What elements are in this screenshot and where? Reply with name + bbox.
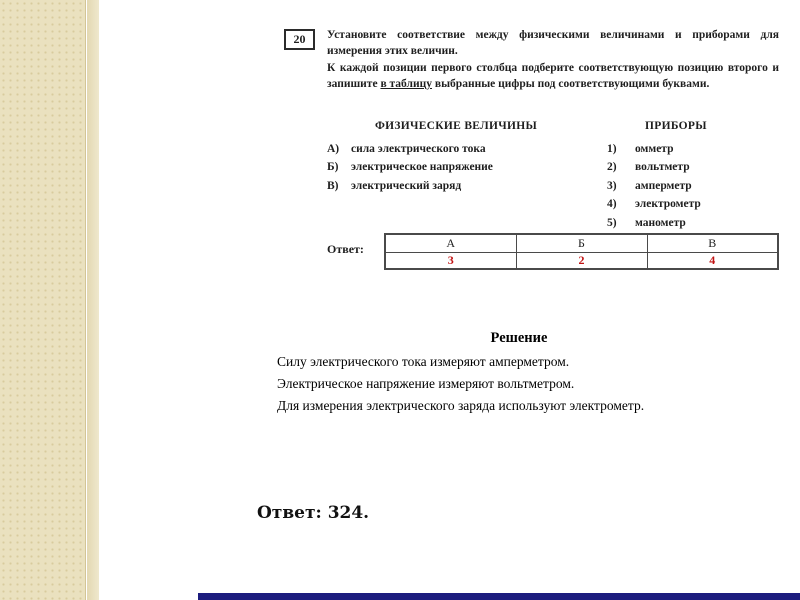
device-label: амперметр (635, 179, 692, 192)
statement-2-after: выбранные цифры под соответствующими буквами. (431, 77, 710, 90)
bottom-accent-bar (198, 593, 800, 600)
statement-2-underlined: в таблицу (380, 77, 432, 90)
answer-table-header: Б (516, 234, 647, 252)
quantity-letter: В) (327, 179, 339, 192)
solution-line: Для измерения электрического заряда используют электрометр. (277, 398, 645, 413)
answer-table-value: 3 (385, 252, 516, 269)
device-label: манометр (635, 216, 686, 229)
task-number-box (284, 29, 315, 50)
answer-table-value: 4 (647, 252, 778, 269)
quantity-item (327, 177, 585, 195)
device-item (607, 177, 779, 195)
quantity-label: электрический заряд (351, 179, 462, 192)
device-label: вольтметр (635, 161, 690, 174)
task-statement-line-1 (327, 27, 779, 60)
quantity-item (327, 158, 585, 176)
device-item (607, 214, 779, 232)
answer-table-header: А (385, 234, 516, 252)
task-statement-line-2 (327, 60, 779, 93)
device-item (607, 158, 779, 176)
device-number: 3) (607, 179, 617, 192)
quantities-column-title: ФИЗИЧЕСКИЕ ВЕЛИЧИНЫ (374, 120, 538, 132)
quantity-label: сила электрического тока (351, 143, 486, 155)
quantity-letter: А) (327, 143, 340, 155)
quantity-item (327, 140, 585, 158)
answer-label: Ответ: (327, 242, 364, 256)
final-answer: Ответ: 324. (257, 503, 370, 523)
quantity-letter: Б) (327, 161, 339, 174)
quantities-column (327, 120, 585, 232)
task-statement (327, 27, 779, 92)
devices-column (585, 120, 779, 232)
statement-1-text: Установите соответствие между физическими величинами и приборами для измерения этих величин. (327, 29, 779, 58)
device-number: 5) (607, 216, 617, 229)
solution-line: Силу электрического тока измеряют амперметром. (277, 354, 570, 369)
device-label: омметр (635, 143, 674, 155)
answer-table-header: В (647, 234, 778, 252)
answer-table-value-row (385, 252, 778, 269)
answer-table-value: 2 (516, 252, 647, 269)
quantity-label: электрическое напряжение (351, 161, 493, 174)
device-number: 1) (607, 143, 617, 155)
sidebar-edge-strip (87, 0, 99, 600)
solution-text (277, 351, 757, 417)
device-number: 4) (607, 198, 617, 211)
answer-table-header-row (385, 234, 778, 252)
decorative-sidebar (0, 0, 86, 600)
solution-line: Электрическое напряжение измеряют вольтметром. (277, 376, 575, 391)
main-content (99, 0, 800, 600)
solution-title: Решение (490, 330, 548, 346)
statement-2-before: К каждой позиции первого столбца подберите соответствующую позицию второго и запишите (327, 61, 779, 90)
matching-columns (327, 120, 779, 232)
device-item (607, 140, 779, 158)
devices-column-title: ПРИБОРЫ (645, 120, 707, 132)
device-label: электрометр (635, 198, 701, 211)
device-number: 2) (607, 161, 617, 174)
device-item (607, 195, 779, 213)
task-number: 20 (293, 32, 306, 46)
answer-table (384, 233, 779, 270)
